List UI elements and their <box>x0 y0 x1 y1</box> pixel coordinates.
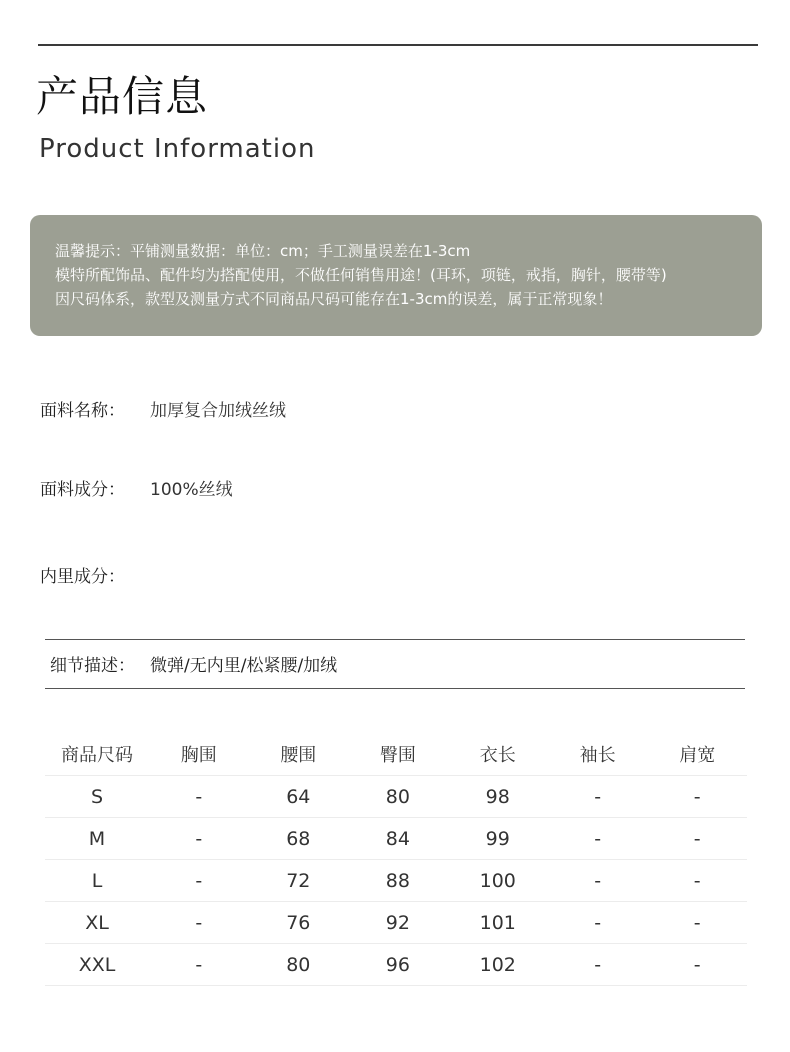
table-cell: 88 <box>348 860 448 902</box>
table-cell: 84 <box>348 818 448 860</box>
notice-line: 因尺码体系，款型及测量方式不同商品尺码可能存在1-3cm的误差，属于正常现象！ <box>55 290 613 308</box>
table-cell: - <box>647 818 747 860</box>
table-row <box>45 776 747 818</box>
table-cell: L <box>45 860 149 902</box>
header-shoulder: 肩宽 <box>647 733 747 776</box>
header-size: 商品尺码 <box>45 733 149 776</box>
table-cell: 96 <box>348 944 448 986</box>
table-cell: 72 <box>249 860 349 902</box>
lining-composition-label: 内里成分： <box>40 567 125 587</box>
table-cell: M <box>45 818 149 860</box>
fabric-name-value: 加厚复合加绒丝绒 <box>150 401 286 421</box>
table-cell: 92 <box>348 902 448 944</box>
fabric-composition-row <box>40 475 233 500</box>
page-title: 产品信息 <box>36 72 209 121</box>
details-row <box>50 651 337 676</box>
top-divider <box>38 44 758 46</box>
details-top-divider <box>45 639 745 640</box>
notice-line: 温馨提示：平铺测量数据：单位：cm；手工测量误差在1-3cm <box>55 242 471 260</box>
table-cell: - <box>548 902 648 944</box>
table-cell: - <box>548 818 648 860</box>
table-cell: - <box>647 944 747 986</box>
table-cell: 100 <box>448 860 548 902</box>
size-table <box>45 733 747 986</box>
table-cell: 76 <box>249 902 349 944</box>
fabric-name-label: 面料名称： <box>40 401 125 421</box>
table-cell: - <box>647 860 747 902</box>
table-cell: 102 <box>448 944 548 986</box>
size-table-header <box>45 733 747 776</box>
notice-box <box>30 215 762 336</box>
table-cell: - <box>149 944 249 986</box>
header-sleeve: 袖长 <box>548 733 648 776</box>
table-row <box>45 902 747 944</box>
fabric-composition-value: 100%丝绒 <box>150 480 233 500</box>
details-bottom-divider <box>45 688 745 689</box>
header-hip: 臀围 <box>348 733 448 776</box>
details-value: 微弹/无内里/松紧腰/加绒 <box>150 656 338 676</box>
fabric-name-row <box>40 396 286 421</box>
header-waist: 腰围 <box>249 733 349 776</box>
table-cell: - <box>548 944 648 986</box>
table-cell: 98 <box>448 776 548 818</box>
lining-composition-row <box>40 562 150 587</box>
header-length: 衣长 <box>448 733 548 776</box>
table-cell: 64 <box>249 776 349 818</box>
details-label: 细节描述： <box>50 656 135 676</box>
table-cell: - <box>647 776 747 818</box>
table-cell: - <box>149 860 249 902</box>
page-subtitle: Product Information <box>39 134 316 164</box>
table-cell: - <box>647 902 747 944</box>
table-cell: 80 <box>249 944 349 986</box>
fabric-composition-label: 面料成分： <box>40 480 125 500</box>
table-cell: XXL <box>45 944 149 986</box>
table-cell: - <box>149 818 249 860</box>
table-cell: XL <box>45 902 149 944</box>
table-cell: 80 <box>348 776 448 818</box>
table-cell: - <box>149 902 249 944</box>
table-cell: - <box>149 776 249 818</box>
table-cell: 101 <box>448 902 548 944</box>
header-chest: 胸围 <box>149 733 249 776</box>
table-cell: - <box>548 860 648 902</box>
table-row <box>45 860 747 902</box>
table-cell: - <box>548 776 648 818</box>
notice-line: 模特所配饰品、配件均为搭配使用，不做任何销售用途！(耳环，项链，戒指，胸针，腰带等) <box>55 266 667 284</box>
table-cell: 99 <box>448 818 548 860</box>
table-row <box>45 944 747 986</box>
table-cell: S <box>45 776 149 818</box>
table-row <box>45 818 747 860</box>
table-cell: 68 <box>249 818 349 860</box>
